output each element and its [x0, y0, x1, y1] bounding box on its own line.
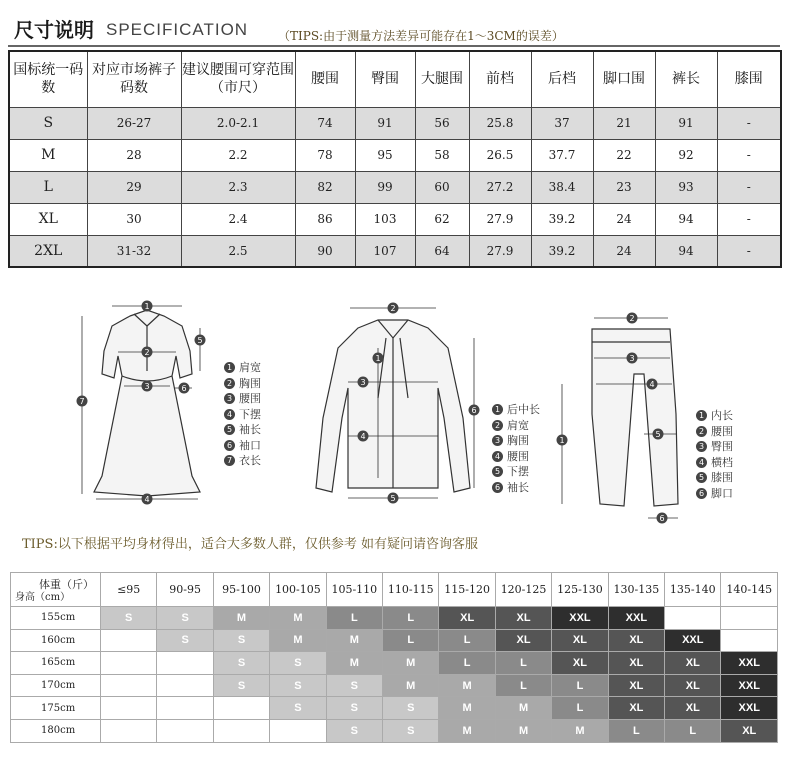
recommend-row [11, 719, 778, 742]
recommend-cell [665, 607, 721, 630]
recommend-cell: S [157, 607, 213, 630]
recommend-cell: L [495, 652, 551, 675]
legend-label: 腰围 [507, 449, 529, 463]
recommend-cell: L [439, 629, 495, 652]
legend-item [224, 407, 261, 423]
recommend-cell [101, 719, 157, 742]
recommend-row [11, 697, 778, 720]
recommend-cell: XXL [608, 607, 664, 630]
size-table-header-cell: 脚口围 [593, 51, 655, 107]
recommend-cell: M [495, 719, 551, 742]
legend-label: 肩宽 [239, 361, 261, 374]
size-table-row [9, 235, 781, 267]
legend-label: 腰围 [711, 424, 733, 438]
recommend-cell: M [383, 652, 439, 675]
recommend-cell: M [439, 697, 495, 720]
size-table-header-cell: 前档 [469, 51, 531, 107]
recommend-cell: S [326, 697, 382, 720]
legend-item [492, 402, 540, 418]
size-table-header-cell: 后档 [531, 51, 593, 107]
legend-number: 2 [696, 426, 707, 437]
legend-item [696, 439, 733, 455]
recommend-cell: L [383, 607, 439, 630]
svg-text:4: 4 [360, 432, 366, 441]
recommend-corner [11, 573, 101, 607]
legend-number: 4 [696, 457, 707, 468]
size-table-row [9, 203, 781, 235]
svg-text:7: 7 [79, 397, 85, 406]
recommend-cell: M [270, 607, 326, 630]
legend-label: 衣长 [239, 454, 261, 467]
height-row-label: 180cm [11, 719, 101, 742]
size-table-header-cell: 对应市场裤子码数 [87, 51, 181, 107]
recommend-cell: M [552, 719, 608, 742]
legend-item [224, 438, 261, 454]
legend-item [224, 376, 261, 392]
size-table-cell: 26.5 [469, 139, 531, 171]
measurement-tips: （TIPS:由于测量方法差异可能存在1～3CM的误差） [278, 29, 564, 43]
size-table-cell: 92 [655, 139, 717, 171]
size-table-cell: - [717, 203, 781, 235]
recommend-cell: S [270, 652, 326, 675]
weight-header-cell: 105-110 [326, 573, 382, 607]
size-table-cell: 93 [655, 171, 717, 203]
size-recommendation-grid [10, 572, 778, 743]
recommend-cell: L [383, 629, 439, 652]
recommend-cell [157, 697, 213, 720]
svg-text:6: 6 [471, 406, 477, 415]
legend-item [224, 360, 261, 376]
size-table-cell: L [9, 171, 87, 203]
size-table-cell: 37.7 [531, 139, 593, 171]
size-table-cell: - [717, 107, 781, 139]
recommend-cell [721, 607, 778, 630]
legend-item [224, 391, 261, 407]
legend-item [696, 408, 733, 424]
legend-number: 1 [492, 404, 503, 415]
size-table-cell: XL [9, 203, 87, 235]
legend-number: 2 [224, 378, 235, 389]
recommend-cell: XL [495, 607, 551, 630]
size-table-cell: 2.4 [181, 203, 295, 235]
recommend-cell: XL [608, 674, 664, 697]
svg-text:3: 3 [629, 354, 635, 363]
recommend-tips: TIPS:以下根据平均身材得出，适合大多数人群，仅供参考 如有疑问请咨询客服 [22, 537, 478, 552]
size-table-cell: 95 [355, 139, 415, 171]
size-table-cell: 94 [655, 235, 717, 267]
legend-number: 1 [224, 362, 235, 373]
legend-item [696, 470, 733, 486]
weight-header-cell: 135-140 [665, 573, 721, 607]
svg-text:5: 5 [197, 336, 203, 345]
size-table-cell: 27.9 [469, 235, 531, 267]
recommend-cell: L [326, 607, 382, 630]
size-table-row [9, 139, 781, 171]
size-table-row [9, 107, 781, 139]
recommend-cell [101, 697, 157, 720]
svg-text:2: 2 [390, 304, 396, 313]
recommend-cell: S [270, 674, 326, 697]
size-table-cell: 91 [655, 107, 717, 139]
size-table-header-cell: 臀围 [355, 51, 415, 107]
recommend-cell: M [326, 629, 382, 652]
size-table-cell: 24 [593, 235, 655, 267]
height-label: 身高（cm） [15, 592, 71, 603]
svg-text:5: 5 [390, 494, 396, 503]
size-table-cell: 25.8 [469, 107, 531, 139]
recommend-cell [101, 629, 157, 652]
size-table-cell: 90 [295, 235, 355, 267]
recommend-cell: S [213, 674, 269, 697]
size-table-header-cell: 膝围 [717, 51, 781, 107]
weight-header-cell: 130-135 [608, 573, 664, 607]
legend-label: 膝围 [711, 471, 733, 484]
size-table-cell: 64 [415, 235, 469, 267]
svg-text:1: 1 [559, 436, 565, 445]
size-table-cell: 2.2 [181, 139, 295, 171]
size-table-cell: 94 [655, 203, 717, 235]
recommend-cell: L [552, 697, 608, 720]
height-row-label: 160cm [11, 629, 101, 652]
size-table-cell: 99 [355, 171, 415, 203]
size-table-cell: - [717, 171, 781, 203]
recommend-cell: L [608, 719, 664, 742]
svg-text:4: 4 [649, 380, 655, 389]
recommend-cell: M [326, 652, 382, 675]
size-table-cell: S [9, 107, 87, 139]
page-title: 尺寸说明 [14, 18, 94, 42]
legend-label: 袖长 [507, 480, 529, 494]
size-table-cell: 82 [295, 171, 355, 203]
recommend-cell [157, 674, 213, 697]
size-table-cell: 86 [295, 203, 355, 235]
size-table-cell: 56 [415, 107, 469, 139]
size-table-cell: 2.3 [181, 171, 295, 203]
recommend-cell: XL [665, 652, 721, 675]
legend-number: 5 [696, 472, 707, 483]
legend-number: 4 [492, 451, 503, 462]
pants-diagram [552, 304, 692, 526]
size-table-cell: 78 [295, 139, 355, 171]
weight-header-cell: 95-100 [213, 573, 269, 607]
recommend-cell: S [157, 629, 213, 652]
legend-label: 腰围 [239, 392, 261, 405]
weight-header-cell: 90-95 [157, 573, 213, 607]
recommend-cell: M [439, 719, 495, 742]
recommend-cell: S [326, 719, 382, 742]
weight-header-cell: 110-115 [383, 573, 439, 607]
size-table [8, 50, 782, 268]
legend-number: 3 [224, 393, 235, 404]
legend-number: 6 [696, 488, 707, 499]
svg-text:2: 2 [629, 314, 635, 323]
weight-header-cell: 100-105 [270, 573, 326, 607]
size-table-header-cell: 裤长 [655, 51, 717, 107]
size-table-cell: 28 [87, 139, 181, 171]
recommend-cell [213, 697, 269, 720]
recommend-cell [101, 674, 157, 697]
recommend-cell [721, 629, 778, 652]
recommend-cell: L [495, 674, 551, 697]
recommend-row [11, 607, 778, 630]
size-table-cell: 27.9 [469, 203, 531, 235]
recommend-cell: XL [665, 674, 721, 697]
recommend-cell: L [552, 674, 608, 697]
svg-text:4: 4 [144, 495, 150, 504]
legend-number: 6 [224, 440, 235, 451]
legend-label: 下摆 [507, 465, 529, 478]
legend-label: 脚口 [711, 486, 733, 500]
legend-number: 1 [696, 410, 707, 421]
legend-label: 下摆 [239, 407, 261, 421]
legend-label: 袖长 [239, 423, 261, 436]
recommend-cell [157, 652, 213, 675]
legend-item [696, 455, 733, 471]
svg-text:2: 2 [144, 348, 150, 357]
size-table-cell: 21 [593, 107, 655, 139]
svg-text:6: 6 [181, 384, 187, 393]
dress-diagram [72, 296, 222, 506]
legend-number: 5 [492, 466, 503, 477]
recommend-cell [270, 719, 326, 742]
recommend-cell: M [213, 607, 269, 630]
recommend-cell: M [495, 697, 551, 720]
size-table-cell: 2.0-2.1 [181, 107, 295, 139]
size-table-cell: 107 [355, 235, 415, 267]
recommend-cell: XXL [665, 629, 721, 652]
recommend-cell: S [213, 629, 269, 652]
legend-number: 3 [492, 435, 503, 446]
recommend-cell: S [213, 652, 269, 675]
size-table-cell: 62 [415, 203, 469, 235]
recommend-cell: XL [439, 607, 495, 630]
legend-label: 肩宽 [507, 418, 529, 432]
legend-number: 6 [492, 482, 503, 493]
weight-header-cell: 120-125 [495, 573, 551, 607]
size-table-cell: - [717, 235, 781, 267]
svg-text:1: 1 [375, 354, 381, 363]
legend-number: 7 [224, 455, 235, 466]
recommend-cell: XL [495, 629, 551, 652]
size-table-cell: 22 [593, 139, 655, 171]
height-row-label: 165cm [11, 652, 101, 675]
legend-item [492, 418, 540, 434]
size-table-cell: 27.2 [469, 171, 531, 203]
svg-text:5: 5 [655, 430, 661, 439]
legend-number: 5 [224, 424, 235, 435]
pants-legend [696, 408, 733, 501]
size-table-header-cell: 国标统一码数 [9, 51, 87, 107]
recommend-cell: XL [552, 652, 608, 675]
legend-item [696, 486, 733, 502]
size-table-cell: 37 [531, 107, 593, 139]
recommend-cell: L [439, 652, 495, 675]
recommend-cell: XL [608, 629, 664, 652]
legend-item [696, 424, 733, 440]
weight-header-cell: ≤95 [101, 573, 157, 607]
legend-item [492, 449, 540, 465]
legend-label: 臀围 [711, 440, 733, 453]
size-table-row [9, 171, 781, 203]
legend-number: 3 [696, 441, 707, 452]
recommend-cell: L [665, 719, 721, 742]
size-table-cell: 2.5 [181, 235, 295, 267]
size-table-cell: M [9, 139, 87, 171]
shirt-legend [492, 402, 540, 495]
legend-item [492, 480, 540, 496]
page-subtitle: SPECIFICATION [106, 20, 249, 39]
recommend-cell [101, 652, 157, 675]
size-table-cell: 26-27 [87, 107, 181, 139]
recommend-cell: XL [552, 629, 608, 652]
weight-header-cell: 125-130 [552, 573, 608, 607]
recommend-cell: S [383, 719, 439, 742]
svg-text:3: 3 [144, 382, 150, 391]
legend-label: 内长 [711, 409, 733, 422]
recommend-cell: S [101, 607, 157, 630]
legend-item [224, 453, 261, 469]
recommend-row [11, 629, 778, 652]
legend-item [492, 433, 540, 449]
recommend-cell: M [383, 674, 439, 697]
legend-number: 4 [224, 409, 235, 420]
height-row-label: 175cm [11, 697, 101, 720]
legend-label: 胸围 [507, 434, 529, 447]
legend-label: 横档 [711, 455, 733, 469]
size-table-cell: 2XL [9, 235, 87, 267]
size-table-header-cell: 腰围 [295, 51, 355, 107]
weight-label: 体重（斤） [39, 578, 94, 591]
recommend-cell: S [383, 697, 439, 720]
size-table-cell: - [717, 139, 781, 171]
recommend-cell: XL [665, 697, 721, 720]
recommend-cell: M [439, 674, 495, 697]
dress-legend [224, 360, 261, 469]
recommend-cell: M [270, 629, 326, 652]
recommend-row [11, 674, 778, 697]
size-table-cell: 39.2 [531, 235, 593, 267]
size-table-cell: 58 [415, 139, 469, 171]
size-table-cell: 74 [295, 107, 355, 139]
legend-label: 后中长 [507, 403, 540, 416]
size-table-cell: 60 [415, 171, 469, 203]
divider [8, 45, 780, 47]
size-table-header-cell: 大腿围 [415, 51, 469, 107]
recommend-header-row [11, 573, 778, 607]
size-table-cell: 24 [593, 203, 655, 235]
size-table-header [9, 51, 781, 107]
size-table-cell: 23 [593, 171, 655, 203]
legend-item [492, 464, 540, 480]
shirt-diagram [298, 298, 488, 508]
recommend-cell: XXL [721, 674, 778, 697]
height-row-label: 155cm [11, 607, 101, 630]
legend-label: 袖口 [239, 438, 261, 452]
size-table-cell: 103 [355, 203, 415, 235]
recommend-cell: S [326, 674, 382, 697]
weight-header-cell: 140-145 [721, 573, 778, 607]
svg-text:6: 6 [659, 514, 665, 523]
size-table-cell: 29 [87, 171, 181, 203]
size-table-cell: 39.2 [531, 203, 593, 235]
recommend-cell: XL [721, 719, 778, 742]
height-row-label: 170cm [11, 674, 101, 697]
recommend-cell: XXL [721, 697, 778, 720]
recommend-cell [213, 719, 269, 742]
recommend-cell: S [270, 697, 326, 720]
recommend-row [11, 652, 778, 675]
svg-text:1: 1 [144, 302, 150, 311]
size-table-cell: 31-32 [87, 235, 181, 267]
svg-text:3: 3 [360, 378, 366, 387]
recommend-cell: XL [608, 652, 664, 675]
size-table-cell: 91 [355, 107, 415, 139]
recommend-cell: XXL [552, 607, 608, 630]
recommend-cell [157, 719, 213, 742]
size-table-cell: 38.4 [531, 171, 593, 203]
recommend-cell: XXL [721, 652, 778, 675]
legend-label: 胸围 [239, 376, 261, 390]
size-table-header-cell: 建议腰围可穿范围（市尺） [181, 51, 295, 107]
size-table-cell: 30 [87, 203, 181, 235]
legend-item [224, 422, 261, 438]
legend-number: 2 [492, 420, 503, 431]
weight-header-cell: 115-120 [439, 573, 495, 607]
recommend-cell: XL [608, 697, 664, 720]
